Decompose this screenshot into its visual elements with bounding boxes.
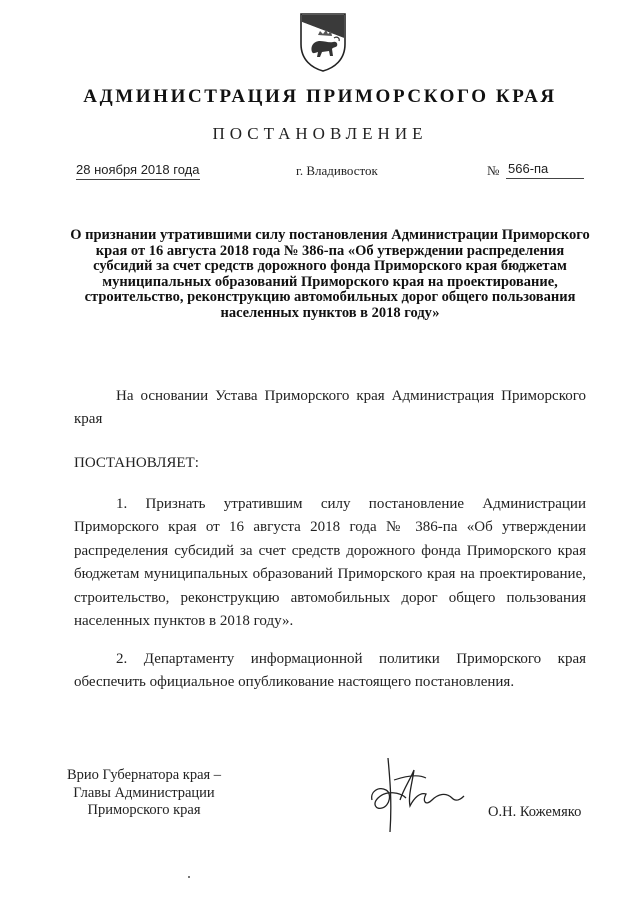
document-number: 566-па <box>506 161 584 179</box>
organization-title: АДМИНИСТРАЦИЯ ПРИМОРСКОГО КРАЯ <box>83 86 557 107</box>
document-type: ПОСТАНОВЛЕНИЕ <box>212 124 428 143</box>
paragraph-item-1: 1. Признать утратившим силу постановление Администрации Приморского края от 16 августа 2018 года № 386-па «Об утверждении распределения субсидий за счет средств дорожного фонда Приморского края бюджетам муниципальных образований Приморского края на проектирование, строительство, реконструкцию автомобильных дорог общего пользования населенных пунктов в 2018 году». <box>74 496 586 630</box>
paragraph-item-2: 2. Департаменту информационной политики Приморского края обеспечить официальное опубликование настоящего постановления. <box>74 651 586 691</box>
signer-position <box>64 767 224 820</box>
document-heading: О признании утратившими силу постановления Администрации Приморского края от 16 августа 2018 года № 386-па «Об утверждении распределения субсидий за счет средств дорожного фонда Приморского края бюджетам муниципальных образований Приморского края на проектирование, строительство, реконструкцию автомобильных дорог общего пользования населенных пунктов в 2018 году» <box>70 227 590 321</box>
signer-position-line-1: Врио Губернатора края – <box>66 767 222 783</box>
scan-speck <box>188 876 190 878</box>
signer-position-line-3: Приморского края <box>87 802 201 818</box>
signature-icon <box>360 740 470 840</box>
signer-position-line-2: Главы Администрации <box>73 784 215 801</box>
signer-name: О.Н. Кожемяко <box>488 804 582 820</box>
coat-of-arms-icon <box>298 8 348 72</box>
document-number-sign: № <box>487 163 500 178</box>
paragraph-basis: На основании Устава Приморского края Администрация Приморского края <box>74 388 586 428</box>
paragraph-resolve: ПОСТАНОВЛЯЕТ: <box>74 455 199 471</box>
document-city: г. Владивосток <box>296 163 378 178</box>
document-date: 28 ноября 2018 года <box>76 162 200 180</box>
